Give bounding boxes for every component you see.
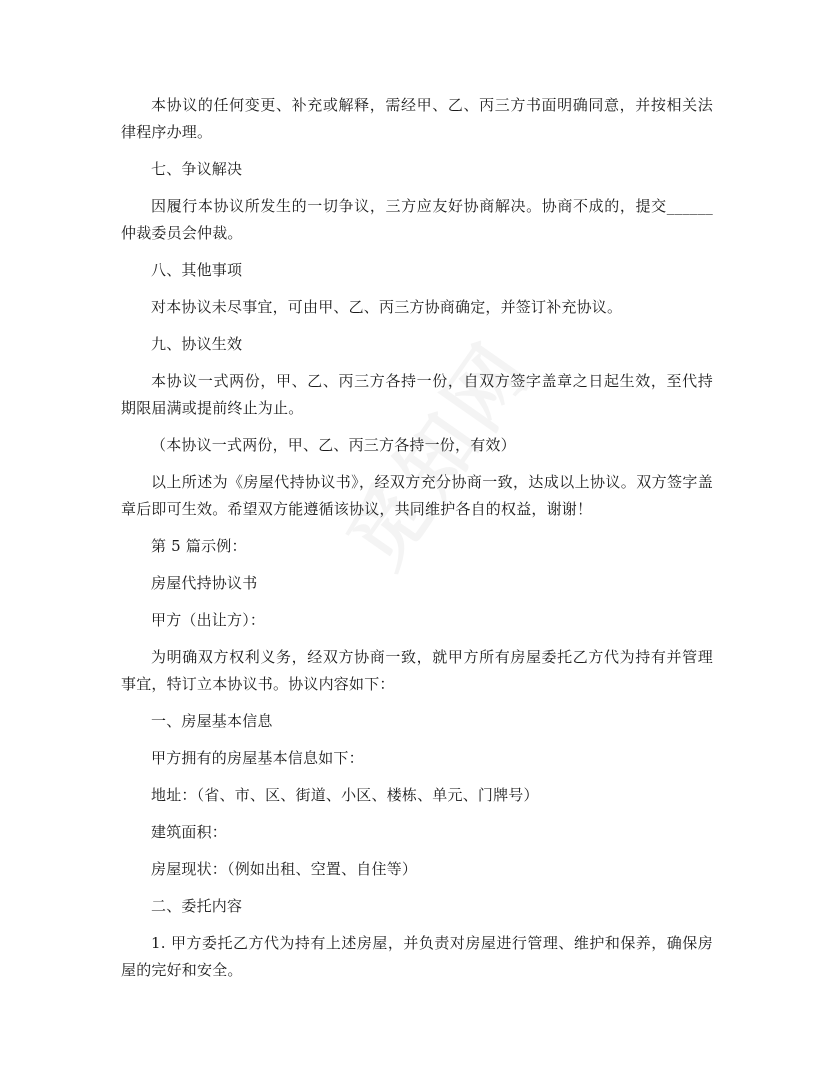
example-label: 第 5 篇示例： (151, 537, 247, 555)
field-status: 房屋现状：（例如出租、空置、自住等） (151, 860, 418, 878)
party-a-label: 甲方（出让方）： (151, 611, 266, 629)
section-heading-effect: 九、协议生效 (151, 335, 243, 353)
paragraph-dispute: 因履行本协议所发生的一切争议，三方应友好协商解决。协商不成的，提交______仲裁委员会仲裁。 (121, 197, 713, 242)
paragraph-effect: 本协议一式两份，甲、乙、丙三方各持一份，自双方签字盖章之日起生效，至代持期限届满或提前终止为止。 (121, 372, 713, 417)
field-address: 地址：（省、市、区、街道、小区、楼栋、单元、门牌号） (151, 786, 539, 804)
section-heading-other: 八、其他事项 (151, 261, 243, 279)
document-body (121, 92, 713, 994)
paragraph-other: 对本协议未尽事宜，可由甲、乙、丙三方协商确定，并签订补充协议。 (151, 298, 623, 316)
paragraph-entrust-1: 1. 甲方委托乙方代为持有上述房屋，并负责对房屋进行管理、维护和保养，确保房屋的完好和安全。 (121, 934, 713, 979)
paragraph-copies-note: （本协议一式两份，甲、乙、丙三方各持一份，有效） (151, 436, 516, 454)
paragraph-amendment: 本协议的任何变更、补充或解释，需经甲、乙、丙三方书面明确同意，并按相关法律程序办理。 (121, 96, 713, 141)
section-heading-entrust: 二、委托内容 (151, 897, 243, 915)
paragraph-summary: 以上所述为《房屋代持协议书》，经双方充分协商一致，达成以上协议。双方签字盖章后即可生效。希望双方能遵循该协议，共同维护各自的权益，谢谢！ (121, 473, 713, 518)
section-heading-dispute: 七、争议解决 (151, 160, 243, 178)
field-area: 建筑面积： (151, 823, 228, 841)
section-heading-house-info: 一、房屋基本信息 (151, 712, 273, 730)
document-title: 房屋代持协议书 (151, 574, 258, 592)
paragraph-house-info-intro: 甲方拥有的房屋基本信息如下： (151, 749, 364, 767)
paragraph-preamble: 为明确双方权利义务，经双方协商一致，就甲方所有房屋委托乙方代为持有并管理事宜，特订立本协议书。协议内容如下： (121, 648, 713, 693)
